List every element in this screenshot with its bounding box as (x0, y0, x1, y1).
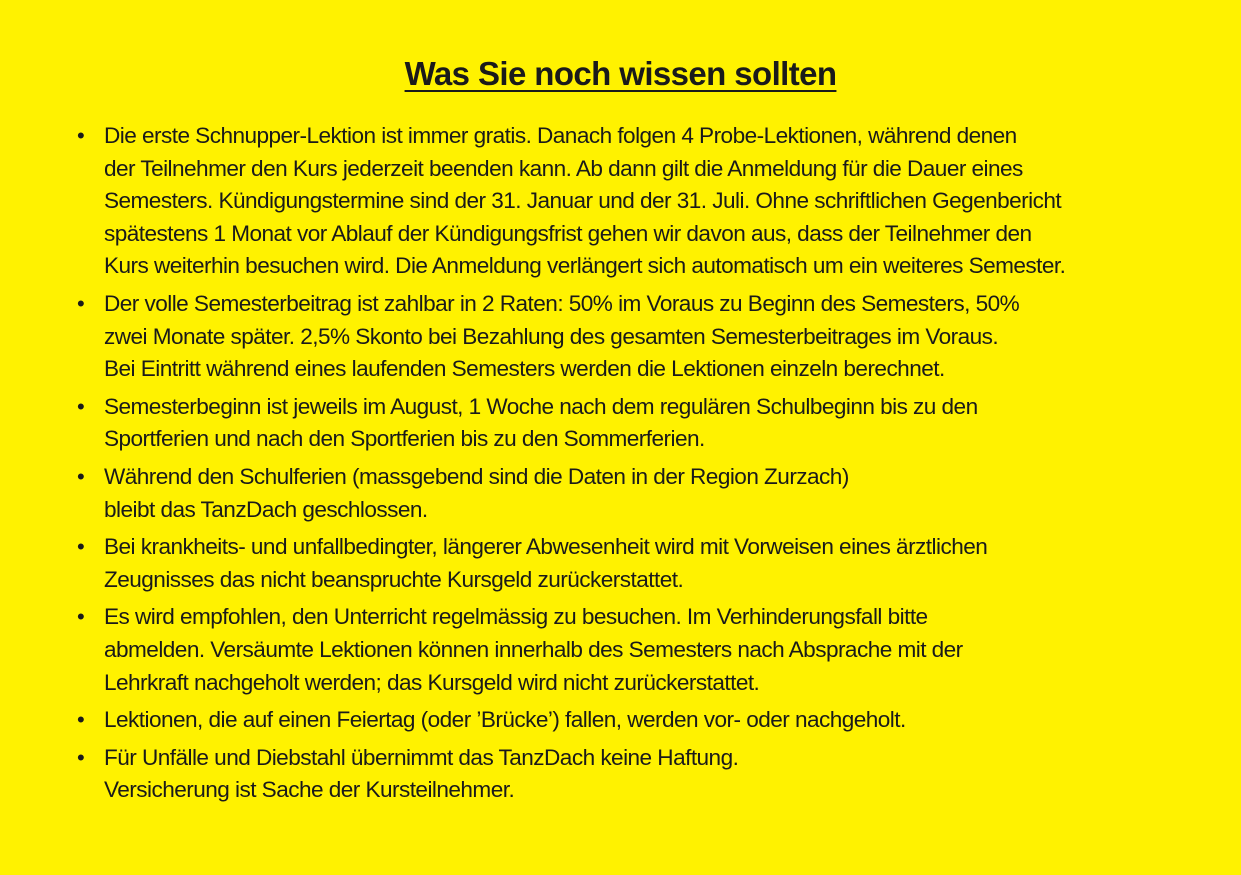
text-line: Versicherung ist Sache der Kursteilnehmer. (104, 777, 515, 803)
text-line: Lehrkraft nachgeholt werden; das Kursgeld wird nicht zurückerstattet. (104, 669, 760, 695)
list-item (76, 742, 1156, 807)
text-line: Für Unfälle und Diebstahl übernimmt das TanzDach keine Haftung. (104, 744, 739, 770)
list-item-text (104, 391, 1156, 456)
text-line: zwei Monate später. 2,5% Skonto bei Bezahlung des gesamten Semesterbeitrages im Voraus. (104, 323, 999, 349)
list-item-text (104, 531, 1156, 596)
page-title: Was Sie noch wissen sollten (404, 55, 837, 92)
list-item (76, 531, 1156, 596)
bullet-icon: • (77, 463, 85, 489)
text-line: bleibt das TanzDach geschlossen. (104, 496, 428, 522)
text-line: Kurs weiterhin besuchen wird. Die Anmeldung verlängert sich automatisch um ein weiteres Semester. (104, 253, 1066, 279)
list-item-text (104, 120, 1156, 283)
list-item-text (104, 461, 1156, 526)
list-item (76, 461, 1156, 526)
bullet-icon: • (77, 290, 85, 316)
text-line: abmelden. Versäumte Lektionen können innerhalb des Semesters nach Absprache mit der (104, 636, 963, 662)
list-item (76, 704, 1156, 737)
list-item (76, 120, 1156, 283)
list-item (76, 391, 1156, 456)
bullet-icon: • (77, 604, 85, 630)
list-item (76, 601, 1156, 699)
text-line: Bei krankheits- und unfallbedingter, längerer Abwesenheit wird mit Vorweisen eines ärztlichen (104, 534, 988, 560)
text-line: Sportferien und nach den Sportferien bis zu den Sommerferien. (104, 426, 705, 452)
bullet-icon: • (77, 707, 85, 733)
text-line: Während den Schulferien (massgebend sind die Daten in der Region Zurzach) (104, 463, 849, 489)
text-line: Es wird empfohlen, den Unterricht regelmässig zu besuchen. Im Verhinderungsfall bitte (104, 604, 928, 630)
text-line: Der volle Semesterbeitrag ist zahlbar in 2 Raten: 50% im Voraus zu Beginn des Semesters, 50% (104, 290, 1020, 316)
info-list (76, 120, 1156, 812)
text-line: Semesters. Kündigungstermine sind der 31. Januar und der 31. Juli. Ohne schriftlichen Gegenbericht (104, 188, 1062, 214)
text-line: Die erste Schnupper-Lektion ist immer gratis. Danach folgen 4 Probe-Lektionen, während denen (104, 123, 1017, 148)
bullet-icon: • (77, 123, 85, 148)
text-line: Zeugnisses das nicht beanspruchte Kursgeld zurückerstattet. (104, 566, 684, 592)
list-item-text (104, 288, 1156, 386)
text-line: Semesterbeginn ist jeweils im August, 1 Woche nach dem regulären Schulbeginn bis zu den (104, 393, 978, 419)
text-line: Lektionen, die auf einen Feiertag (oder ’Brücke’) fallen, werden vor- oder nachgeholt. (104, 707, 906, 733)
bullet-icon: • (77, 393, 85, 419)
text-line: der Teilnehmer den Kurs jederzeit beenden kann. Ab dann gilt die Anmeldung für die Dauer eines (104, 155, 1023, 181)
bullet-icon: • (77, 744, 85, 770)
list-item-text (104, 704, 1156, 737)
text-line: Bei Eintritt während eines laufenden Semesters werden die Lektionen einzeln berechnet. (104, 356, 945, 382)
list-item-text (104, 601, 1156, 699)
list-item-text (104, 742, 1156, 807)
bullet-icon: • (77, 534, 85, 560)
text-line: spätestens 1 Monat vor Ablauf der Kündigungsfrist gehen wir davon aus, dass der Teilnehmer den (104, 220, 1032, 246)
list-item (76, 288, 1156, 386)
